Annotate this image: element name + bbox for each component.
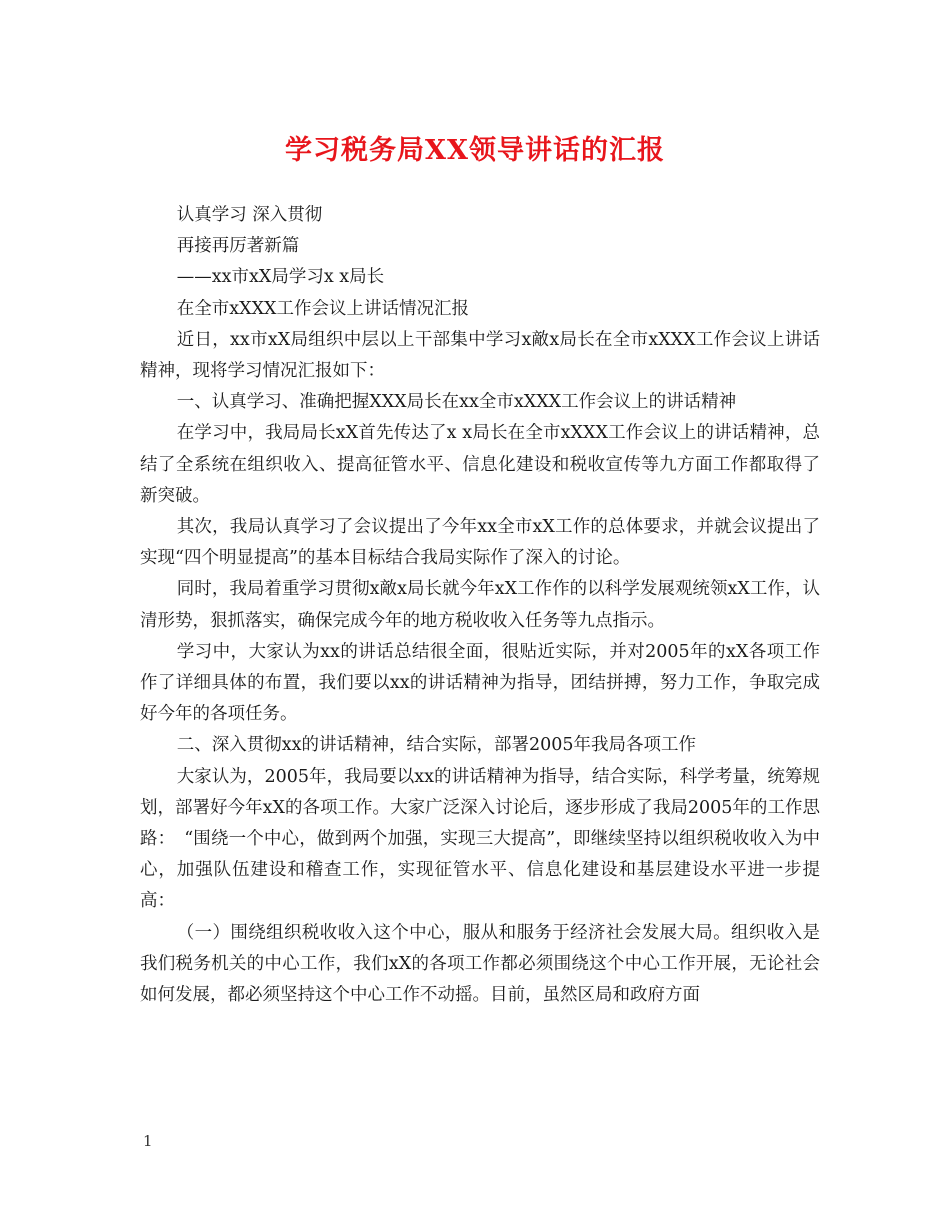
paragraph: 近日，xx市xX局组织中层以上干部集中学习x敵x局长在全市xXXX工作会议上讲话精神，现将学习情况汇报如下： <box>140 329 820 382</box>
page-number: 1 <box>143 1132 153 1150</box>
document-body <box>140 200 820 1011</box>
paragraph: 认真学习 深入贯彻 <box>176 205 323 225</box>
paragraph: 在全市xXXX工作会议上讲话情况汇报 <box>176 298 469 319</box>
paragraph: 大家认为，2005年，我局要以xx的讲话精神为指导，结合实际，科学考量，统筹规划，部署好今年xX的各项工作。大家广泛深入讨论后，逐步形成了我局2005年的工作思路： “围绕一个中心，做到两个加强，实现三大提高”，即继续坚持以组织税收收入为中心，加强队伍建设和稽查工作，实现征管水平、信息化建设和基层建设水平进一步提高： <box>140 766 820 912</box>
section-heading: 一、认真学习、准确把握XXX局长在xx全市xXXX工作会议上的讲话精神 <box>176 392 737 413</box>
section-heading: 二、深入贯彻xx的讲话精神，结合实际，部署2005年我局各项工作 <box>176 735 697 756</box>
paragraph: 学习中，大家认为xx的讲话总结很全面，很贴近实际，并对2005年的xX各项工作作了详细具体的布置，我们要以xx的讲话精神为指导，团结拼搏，努力工作，争取完成好今年的各项任务。 <box>140 641 820 725</box>
paragraph: 在学习中，我局局长xX首先传达了x x局长在全市xXXX工作会议上的讲话精神，总结了全系统在组织收入、提高征管水平、信息化建设和税收宣传等九方面工作都取得了新突破。 <box>140 423 820 506</box>
document-title: 学习税务局XX领导讲话的汇报 <box>285 135 665 166</box>
paragraph: 其次，我局认真学习了会议提出了今年xx全市xX工作的总体要求，并就会议提出了实现“四个明显提高”的基本目标结合我局实际作了深入的讨论。 <box>140 517 820 569</box>
paragraph: 同时，我局着重学习贯彻x敵x局长就今年xX工作作的以科学发展观统领xX工作，认清形势，狠抓落实，确保完成今年的地方税收收入任务等九点指示。 <box>140 579 820 631</box>
paragraph: （一）围绕组织税收收入这个中心，服从和服务于经济社会发展大局。组织收入是我们税务机关的中心工作，我们xX的各项工作都必须围绕这个中心工作开展，无论社会如何发展，都必须坚持这个中心工作不动摇。目前，虽然区局和政府方面 <box>140 922 820 1006</box>
paragraph: 再接再厉著新篇 <box>176 236 300 257</box>
paragraph: ——xx市xX局学习x x局长 <box>176 267 385 288</box>
